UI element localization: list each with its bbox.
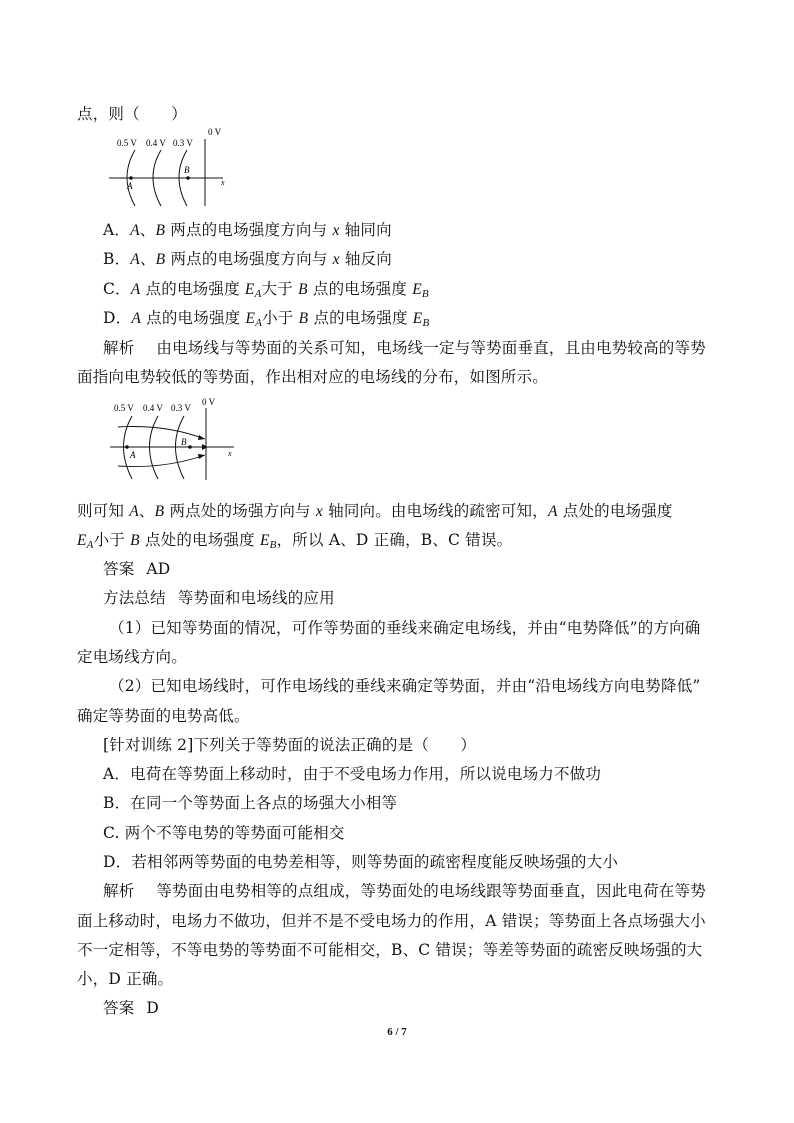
page-number: 6 / 7 bbox=[387, 1026, 407, 1038]
field-arrow-lower bbox=[198, 454, 205, 459]
field-arrow-upper bbox=[198, 435, 205, 440]
point-a-label: A bbox=[127, 181, 133, 191]
analysis-2-line-3: 不一定相等，不等电势的等势面不可能相交，B、C 错误；等差等势面的疏密反映场强的大 bbox=[77, 941, 703, 959]
question-lead: 点，则（ ） bbox=[77, 105, 187, 123]
equipotential-figure-1 bbox=[105, 122, 245, 212]
analysis-2-line-1: 解析 等势面由电势相等的点组成，等势面处的电场线跟等势面垂直，因此电荷在等势 bbox=[103, 882, 706, 900]
equipotential-curve-03-2 bbox=[176, 416, 185, 479]
method-point-1-line-2: 定电场线方向。 bbox=[77, 648, 187, 666]
conclusion-line-1: 则可知 A、B 两点处的场强方向与 x 轴同向。由电场线的疏密可知，A 点处的电场强度 bbox=[77, 502, 673, 520]
method-point-2-line-2: 确定等势面的电势高低。 bbox=[77, 707, 250, 725]
option-b: B．A、B 两点的电场强度方向与 x 轴反向 bbox=[103, 250, 392, 268]
axis-x-label: x bbox=[221, 178, 225, 187]
analysis-2-line-2: 面上移动时，电场力不做功，但并不是不受电场力的作用，A 错误；等势面上各点场强大小 bbox=[77, 912, 706, 930]
option-a: A．A、B 两点的电场强度方向与 x 轴同向 bbox=[103, 221, 392, 239]
label-04v: 0.4 V bbox=[146, 138, 166, 148]
point-b-label: B bbox=[184, 165, 190, 175]
label-03v-2: 0.3 V bbox=[171, 403, 191, 413]
method-title: 方法总结 等势面和电场线的应用 bbox=[103, 589, 335, 607]
label-05v: 0.5 V bbox=[117, 138, 137, 148]
zero-volt-label-2: 0 V bbox=[202, 397, 216, 407]
point-b-dot bbox=[186, 176, 190, 180]
label-03v: 0.3 V bbox=[173, 138, 193, 148]
q2-option-a: A．电荷在等势面上移动时，由于不受电场力作用，所以说电场力不做功 bbox=[103, 765, 602, 783]
point-a-dot bbox=[129, 176, 133, 180]
analysis-2-line-4: 小，D 正确。 bbox=[77, 970, 174, 988]
q2-option-c: C. 两个不等电势的等势面可能相交 bbox=[103, 824, 345, 842]
option-c: C．A 点的电场强度 $E_A$大于 B 点的电场强度 $E_B$ bbox=[103, 280, 429, 300]
option-d: D．A 点的电场强度 $E_A$小于 B 点的电场强度 $E_B$ bbox=[103, 309, 430, 329]
answer-2: 答案 D bbox=[103, 999, 160, 1017]
method-point-2-line-1: （2）已知电场线时，可作电场线的垂线来确定等势面，并由“沿电场线方向电势降低” bbox=[109, 677, 701, 695]
zero-volt-label: 0 V bbox=[208, 127, 222, 137]
point-b-label-2: B bbox=[181, 437, 187, 447]
analysis-1-line-2: 面指向电势较低的等势面，作出相对应的电场线的分布，如图所示。 bbox=[77, 368, 549, 386]
point-b-dot-2 bbox=[188, 445, 192, 449]
point-a-label-2: A bbox=[130, 450, 136, 460]
field-line-upper bbox=[118, 427, 205, 440]
answer-1: 答案 AD bbox=[103, 560, 171, 578]
axis-x-label-2: x bbox=[228, 449, 232, 458]
analysis-1-line-1: 解析 由电场线与等势面的关系可知，电场线一定与等势面垂直，且由电势较高的等势 bbox=[103, 339, 706, 357]
label-04v-2: 0.4 V bbox=[143, 403, 163, 413]
conclusion-line-2: $E_A$小于 B 点处的电场强度 $E_B$，所以 A、D 正确，B、C 错误。 bbox=[77, 531, 513, 551]
question-2-stem: [针对训练 2]下列关于等势面的说法正确的是（ ） bbox=[103, 736, 477, 754]
q2-option-b: B．在同一个等势面上各点的场强大小相等 bbox=[103, 794, 398, 812]
point-a-dot-2 bbox=[125, 445, 129, 449]
method-point-1-line-1: （1）已知等势面的情况，可作等势面的垂线来确定电场线，并由“电势降低”的方向确 bbox=[109, 619, 701, 637]
q2-option-d: D．若相邻两等势面的电势差相等，则等势面的疏密程度能反映场强的大小 bbox=[103, 853, 619, 871]
equipotential-curve-04-2 bbox=[150, 416, 159, 479]
label-05v-2: 0.5 V bbox=[114, 403, 134, 413]
equipotential-figure-2 bbox=[110, 394, 240, 486]
